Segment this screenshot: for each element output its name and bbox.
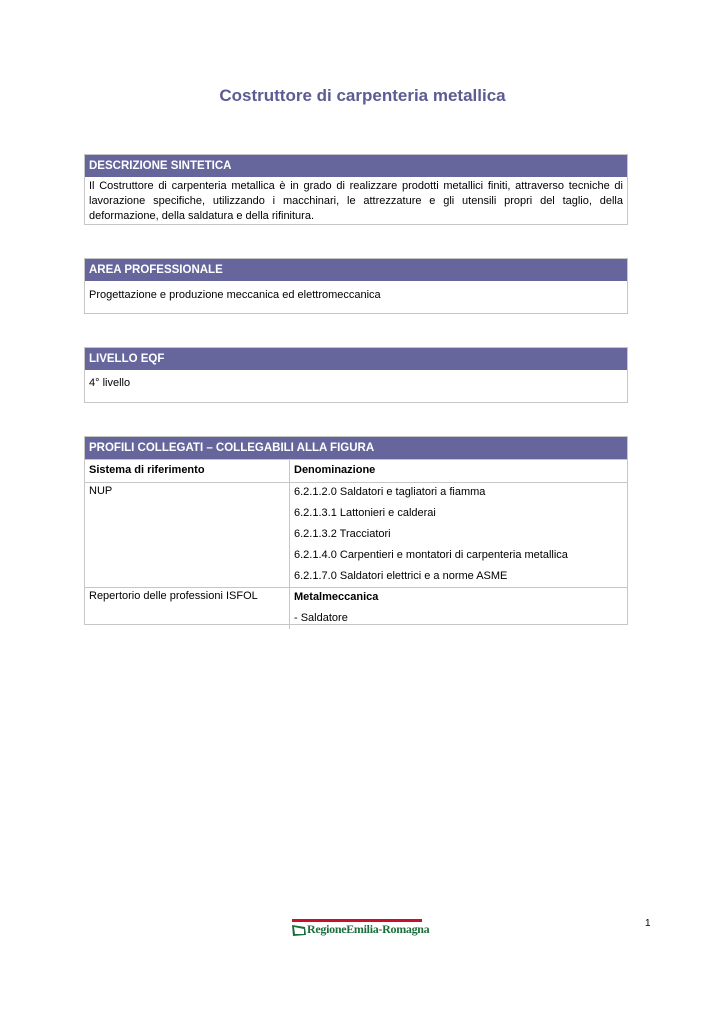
table-cell-sistema: Repertorio delle professioni ISFOL [85, 588, 290, 630]
logo-text: RegioneEmilia-Romagna [307, 922, 430, 936]
table-cell-denominazione [290, 483, 628, 588]
list-item: 6.2.1.7.0 Saldatori elettrici e a norme ASME [294, 570, 508, 582]
table-header-row [85, 460, 627, 483]
column-header-denominazione: Denominazione [290, 460, 628, 483]
regione-emilia-romagna-logo [292, 919, 430, 939]
list-item: 6.2.1.2.0 Saldatori e tagliatori a fiamma [294, 486, 486, 498]
section-header: DESCRIZIONE SINTETICA [85, 155, 627, 177]
table-row [85, 483, 627, 588]
section-text: Il Costruttore di carpenteria metallica è in grado di realizzare prodotti metallici finiti, attraverso tecniche di lavorazione specifiche, utilizzando i macchinari, le attrezzature e gli utensili propri del taglio, della deformazione, della saldatura e della rifinitura. [89, 180, 623, 222]
section-profili-collegati [84, 436, 628, 625]
profili-table [85, 459, 627, 629]
column-header-sistema: Sistema di riferimento [85, 460, 290, 483]
list-item-category: Metalmeccanica [294, 591, 379, 603]
list-item: 6.2.1.3.2 Tracciatori [294, 528, 391, 540]
section-text: Progettazione e produzione meccanica ed elettromeccanica [89, 289, 381, 301]
table-cell-denominazione [290, 588, 628, 630]
list-item: - Saldatore [294, 612, 348, 624]
list-item: 6.2.1.4.0 Carpentieri e montatori di carpenteria metallica [294, 549, 568, 561]
section-header: PROFILI COLLEGATI – COLLEGABILI ALLA FIGURA [85, 437, 627, 459]
table-cell-sistema: NUP [85, 483, 290, 588]
section-header: LIVELLO EQF [85, 348, 627, 370]
region-shape-icon [292, 924, 306, 936]
section-livello-eqf [84, 347, 628, 403]
section-header: AREA PROFESSIONALE [85, 259, 627, 281]
page-number: 1 [645, 918, 651, 929]
section-descrizione-sintetica [84, 154, 628, 225]
list-item: 6.2.1.3.1 Lattonieri e calderai [294, 507, 436, 519]
section-area-professionale [84, 258, 628, 314]
table-row [85, 588, 627, 630]
section-text: 4° livello [89, 377, 131, 389]
document-title: Costruttore di carpenteria metallica [219, 86, 506, 105]
